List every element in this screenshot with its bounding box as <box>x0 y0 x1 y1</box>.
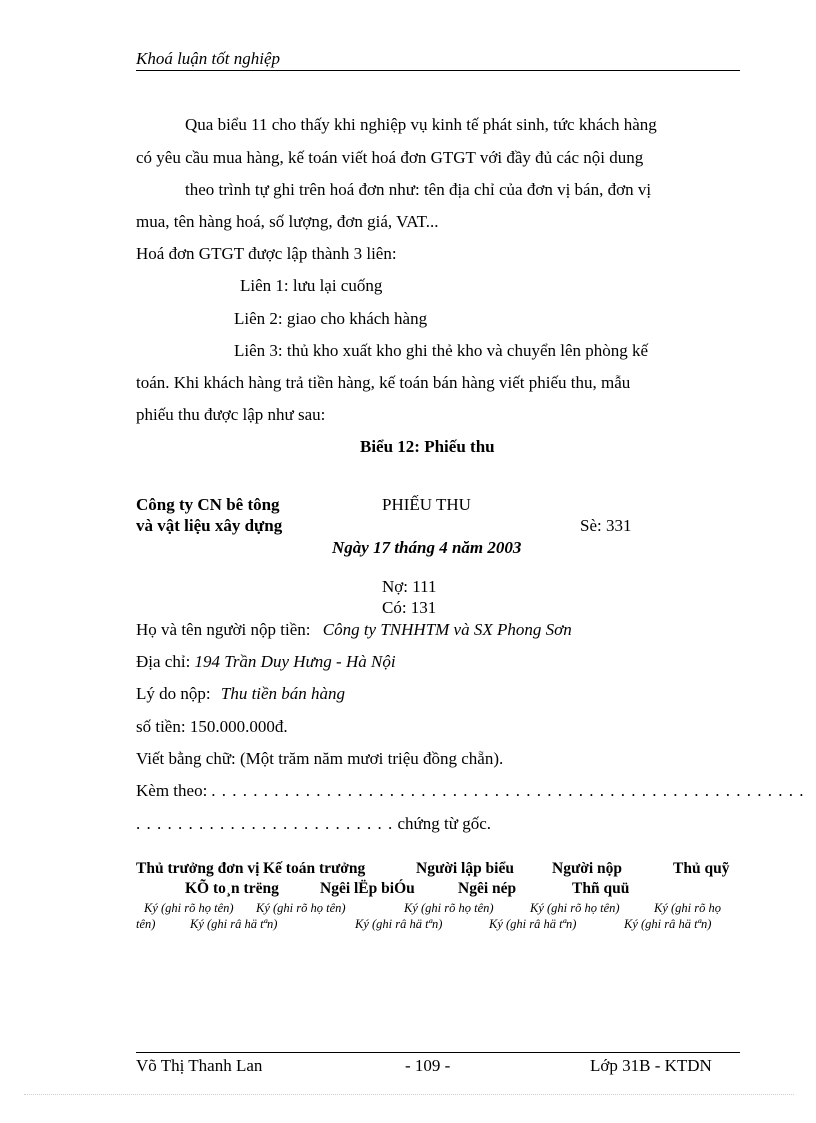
attachment-line2-text: chứng từ gốc. <box>397 814 491 833</box>
address-value: 194 Trần Duy Hưng - Hà Nội <box>194 652 396 671</box>
attachment-label: Kèm theo: <box>136 781 208 800</box>
signature-head-chief-accountant: Kế toán trưởng <box>263 860 366 877</box>
signature-sub-5: Ký (ghi rõ họ <box>654 901 722 915</box>
lien3-line3: phiếu thu được lập như sau: <box>136 405 326 424</box>
lien2: Liên 2: giao cho khách hàng <box>234 309 428 328</box>
signature-sub-2: Ký (ghi rõ họ tên) <box>256 901 346 915</box>
company-line1: Công ty CN bê tông <box>136 495 280 514</box>
form-title: PHIẾU THU <box>382 495 471 514</box>
attachment-line2-dots: . . . . . . . . . . . . . . . . . . . . . . . . . <box>136 814 394 833</box>
signature-sub-1: Ký (ghi rõ họ tên) <box>144 901 234 915</box>
para1-line4: mua, tên hàng hoá, số lượng, đơn giá, VAT... <box>136 212 439 231</box>
para2: Hoá đơn GTGT được lập thành 3 liên: <box>136 244 397 263</box>
footer-page-number: - 109 - <box>405 1056 451 1075</box>
reason-row <box>136 684 345 704</box>
lien3-line1: Liên 3: thủ kho xuất kho ghi thẻ kho và chuyển lên phòng kế <box>234 341 649 360</box>
reason-value: Thu tiền bán hàng <box>220 684 346 703</box>
debit-account: Nợ: 111 <box>382 577 437 596</box>
signature-garbled-2: Ngêi lËp biÓu <box>320 880 415 897</box>
address-row <box>136 652 396 672</box>
amount: số tiền: 150.000.000đ. <box>136 717 288 736</box>
credit-account: Có: 131 <box>382 598 437 617</box>
company-line2: và vật liệu xây dựng <box>136 516 283 535</box>
page-bottom-dotted-rule <box>24 1094 794 1095</box>
signature-sub2-4: Ký (ghi râ hä tªn) <box>489 917 577 931</box>
footer-class: Lớp 31B - KTDN <box>590 1056 712 1075</box>
signature-garbled-4: Thñ quü <box>572 880 630 897</box>
signature-garbled-3: Ngêi nép <box>458 880 517 897</box>
signature-head-preparer: Người lập biểu <box>416 860 514 877</box>
attachment-dots: . . . . . . . . . . . . . . . . . . . . . . . . . . . . . . . . . . . . . . . . . . . . . . . . . . . . . . . . . <box>211 781 805 800</box>
signature-garbled-1: KÕ to¸n trëng <box>185 880 279 897</box>
signature-sub2-3: Ký (ghi râ hä tªn) <box>355 917 443 931</box>
payer-label: Họ và tên người nộp tiền: <box>136 620 311 639</box>
signature-head-cashier: Thủ quỹ <box>673 860 730 877</box>
signature-sub2-1: tên) <box>136 917 156 931</box>
receipt-number: Sè: 331 <box>580 516 632 535</box>
attachment-line2 <box>136 814 491 834</box>
signature-head-payer: Người nộp <box>552 860 622 877</box>
lien3-line2: toán. Khi khách hàng trả tiền hàng, kế toán bán hàng viết phiếu thu, mẫu <box>136 373 631 392</box>
signature-head-director: Thủ trưởng đơn vị <box>136 860 260 877</box>
footer-rule <box>136 1052 740 1053</box>
figure-caption: Biểu 12: Phiếu thu <box>360 437 495 456</box>
address-label: Địa chỉ: <box>136 652 191 671</box>
payer-row <box>136 620 572 640</box>
reason-label: Lý do nộp: <box>136 684 211 703</box>
payer-value: Công ty TNHHTM và SX Phong Sơn <box>322 620 572 639</box>
footer-author: Võ Thị Thanh Lan <box>136 1056 263 1075</box>
lien1: Liên 1: lưu lại cuống <box>240 276 383 295</box>
signature-sub-3: Ký (ghi rõ họ tên) <box>404 901 494 915</box>
signature-sub2-5: Ký (ghi râ hä tªn) <box>624 917 712 931</box>
running-header: Khoá luận tốt nghiệp <box>136 49 281 68</box>
signature-sub-4: Ký (ghi rõ họ tên) <box>530 901 620 915</box>
para1-line3: theo trình tự ghi trên hoá đơn như: tên địa chỉ của đơn vị bán, đơn vị <box>185 180 652 199</box>
para1-line2: có yêu cầu mua hàng, kế toán viết hoá đơn GTGT với đầy đủ các nội dung <box>136 148 644 167</box>
receipt-date: Ngày 17 tháng 4 năm 2003 <box>332 538 522 557</box>
header-rule <box>136 70 740 71</box>
attachment-line1 <box>136 781 805 801</box>
amount-in-words: Viết bằng chữ: (Một trăm năm mươi triệu đồng chẵn). <box>136 749 504 768</box>
signature-sub2-2: Ký (ghi râ hä tªn) <box>190 917 278 931</box>
para1-line1: Qua biểu 11 cho thấy khi nghiệp vụ kinh tế phát sinh, tức khách hàng <box>185 115 657 134</box>
